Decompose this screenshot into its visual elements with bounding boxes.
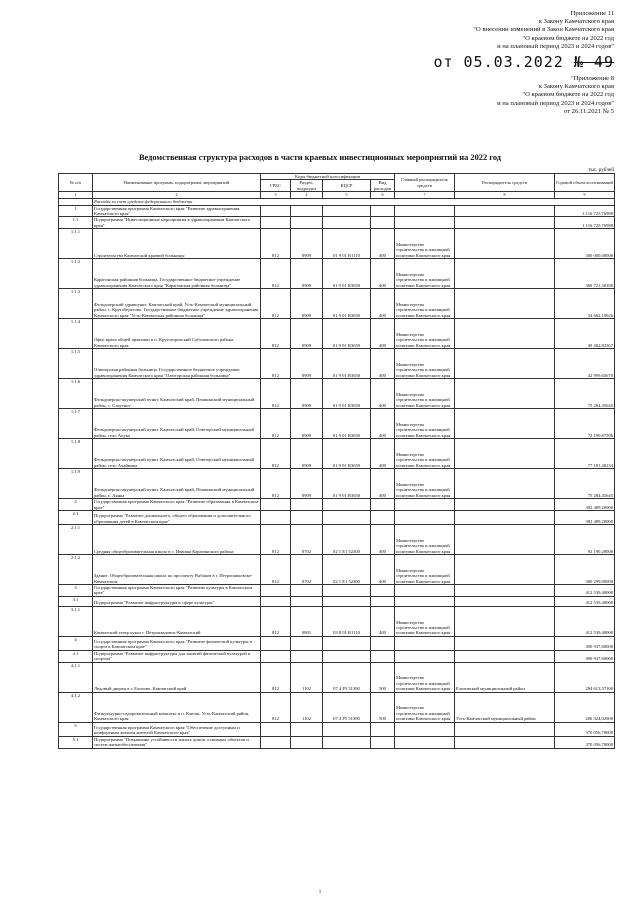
row-main-manager: Министерство строительства и жилищной политики Камчатского края (395, 409, 455, 439)
row-section: 0909 (291, 259, 323, 289)
row-recipient (455, 596, 555, 606)
row-amount: 412 539,40000 (555, 606, 615, 636)
row-grbs: 812 (261, 379, 291, 409)
row-section (291, 636, 323, 650)
row-number: 1.1.4 (59, 319, 93, 349)
row-main-manager (395, 205, 455, 217)
row-recipient: Усть-Камчатский муниципальный район (455, 692, 555, 722)
table-row (59, 555, 615, 585)
row-grbs: 812 (261, 349, 291, 379)
row-vr: 400 (371, 439, 395, 469)
row-number: 2.1 (59, 511, 93, 525)
row-main-manager: Министерство строительства и жилищной политики Камчатского края (395, 289, 455, 319)
row-name: Фельдшерско-акушерский пункт. Камчатский край, Олюторский муниципальный район, село Апука (93, 409, 261, 439)
row-vr: 400 (371, 525, 395, 555)
table-row (59, 722, 615, 736)
row-number: 4.1 (59, 650, 93, 662)
row-main-manager (395, 636, 455, 650)
row-main-manager: Министерство строительства и жилищной политики Камчатского края (395, 525, 455, 555)
row-main-manager: Министерство строительства и жилищной политики Камчатского края (395, 555, 455, 585)
table-row (59, 349, 615, 379)
row-name: Физкультурно-оздоровительный комплекс в п. Ключи, Усть-Камчатский район, Камчатского края (93, 692, 261, 722)
row-number: 1.1.8 (59, 439, 93, 469)
row-kcsr: 01 9 01 R3650 (323, 349, 371, 379)
col-header-amount: Годовой объем ассигнований (555, 174, 615, 192)
row-recipient (455, 409, 555, 439)
row-name: Камчатский театр кукол г. Петропавловск-Камчатский (93, 606, 261, 636)
row-grbs (261, 585, 291, 597)
row-recipient: Елизовский муниципальный район (455, 662, 555, 692)
row-number: 1 (59, 205, 93, 217)
row-number: 2.1.1 (59, 525, 93, 555)
row-section (291, 650, 323, 662)
row-kcsr (323, 499, 371, 511)
row-grbs (261, 217, 291, 229)
table-row (59, 319, 615, 349)
row-grbs: 812 (261, 289, 291, 319)
row-kcsr (323, 217, 371, 229)
row-recipient (455, 217, 555, 229)
row-recipient (455, 636, 555, 650)
column-number: 6 (371, 192, 395, 198)
row-vr: 500 (371, 692, 395, 722)
row-recipient (455, 439, 555, 469)
row-vr (371, 722, 395, 736)
column-number: 4 (291, 192, 323, 198)
row-vr: 400 (371, 606, 395, 636)
row-vr: 400 (371, 289, 395, 319)
row-vr (371, 636, 395, 650)
row-kcsr: 02 1 E1 52300 (323, 525, 371, 555)
row-amount: 1 116 725,76988 (555, 205, 615, 217)
row-section: 0909 (291, 379, 323, 409)
column-number: 7 (395, 192, 455, 198)
row-vr: 400 (371, 349, 395, 379)
row-amount: 1 116 725,76988 (555, 217, 615, 229)
table-row (59, 596, 615, 606)
row-main-manager: Министерство строительства и жилищной политики Камчатского края (395, 229, 455, 259)
column-number: 5 (323, 192, 371, 198)
row-section: 0909 (291, 349, 323, 379)
row-grbs: 812 (261, 319, 291, 349)
row-amount: 370 056,70000 (555, 722, 615, 736)
row-number: 5.1 (59, 736, 93, 748)
row-name: Ледовый дворец в г. Елизово, Камчатский край (93, 662, 261, 692)
row-number: 3.1.1 (59, 606, 93, 636)
handwritten-stamp (433, 53, 614, 71)
table-row (59, 229, 615, 259)
row-number: 2.1.2 (59, 555, 93, 585)
row-kcsr: 07 4 P5 51390 (323, 692, 371, 722)
table-row (59, 217, 615, 229)
row-recipient (455, 585, 555, 597)
row-grbs: 812 (261, 439, 291, 469)
col-header-grbs: ГРБС (261, 180, 291, 192)
row-main-manager (395, 736, 455, 748)
row-amount: 412 539,40000 (555, 585, 615, 597)
row-main-manager: Министерство строительства и жилищной политики Камчатского края (395, 379, 455, 409)
row-vr (371, 217, 395, 229)
row-main-manager (395, 217, 455, 229)
row-amount: 370 056,70000 (555, 736, 615, 748)
row-amount: 92 190,20000 (555, 525, 615, 555)
table-row (59, 205, 615, 217)
row-recipient (455, 525, 555, 555)
row-grbs (261, 205, 291, 217)
row-recipient (455, 349, 555, 379)
row-vr (371, 205, 395, 217)
row-number: 1.1.1 (59, 229, 93, 259)
table-row (59, 736, 615, 748)
row-vr (371, 736, 395, 748)
row-main-manager (395, 499, 455, 511)
table-row (59, 469, 615, 499)
col-header-vr: Вид расходов (371, 180, 395, 192)
row-kcsr: 01 9 01 R1110 (323, 229, 371, 259)
row-amount: 75 284,45645 (555, 469, 615, 499)
row-main-manager: Министерство строительства и жилищной политики Камчатского края (395, 662, 455, 692)
row-number: 1.1.6 (59, 379, 93, 409)
table-row (59, 650, 615, 662)
row-number: 1.1.2 (59, 259, 93, 289)
row-number: 3.1 (59, 596, 93, 606)
row-grbs: 812 (261, 229, 291, 259)
row-main-manager (395, 511, 455, 525)
table-row (59, 499, 615, 511)
stamp-date: от 05.03.2022 (433, 53, 564, 72)
row-vr: 400 (371, 379, 395, 409)
row-main-manager: Министерство строительства и жилищной политики Камчатского края (395, 692, 455, 722)
column-number: 8 (455, 192, 555, 198)
header-line: к Закону Камчатского края (538, 83, 614, 91)
table-row (59, 289, 615, 319)
col-header-kcsr: КЦСР (323, 180, 371, 192)
row-section (291, 499, 323, 511)
row-grbs (261, 511, 291, 525)
row-main-manager (395, 596, 455, 606)
column-number: 9 (555, 192, 615, 198)
col-header-main-manager: Главный распорядитель средств (395, 174, 455, 192)
row-main-manager: Министерство строительства и жилищной политики Камчатского края (395, 259, 455, 289)
row-recipient (455, 319, 555, 349)
header-line: и на плановый период 2023 и 2024 годов" (497, 99, 614, 107)
header-line: "О краевом бюджете на 2022 год (522, 91, 614, 99)
row-recipient (455, 289, 555, 319)
row-section: 0909 (291, 319, 323, 349)
header-line: Приложение 11 (570, 10, 614, 17)
row-number (59, 198, 93, 205)
row-kcsr: 01 9 01 R3650 (323, 259, 371, 289)
row-name: Государственная программа Камчатского края "Обеспечение доступным и комфортным жильем жителей Камчатского края" (93, 722, 261, 736)
row-number: 5 (59, 722, 93, 736)
row-vr: 400 (371, 229, 395, 259)
row-kcsr: 03 8 01 R1110 (323, 606, 371, 636)
row-amount: 34 662,10626 (555, 289, 615, 319)
table-row (59, 662, 615, 692)
row-recipient (455, 469, 555, 499)
row-number: 1.1.7 (59, 409, 93, 439)
row-kcsr: 01 9 01 R3650 (323, 289, 371, 319)
header-line: "О внесении изменений в Закон Камчатского края (473, 26, 614, 34)
row-recipient (455, 555, 555, 585)
table-row (59, 606, 615, 636)
row-main-manager: Министерство строительства и жилищной политики Камчатского края (395, 439, 455, 469)
row-vr (371, 596, 395, 606)
column-number: 2 (93, 192, 261, 198)
row-vr (371, 511, 395, 525)
row-kcsr (323, 722, 371, 736)
row-main-manager (395, 650, 455, 662)
row-section (291, 596, 323, 606)
row-kcsr: 01 9 01 R3650 (323, 439, 371, 469)
row-name: Государственная программа Камчатского края "Развитие культуры в Камчатском крае" (93, 585, 261, 597)
table-row (59, 198, 615, 205)
row-main-manager: Министерство строительства и жилищной политики Камчатского края (395, 606, 455, 636)
row-number: 4.1.1 (59, 662, 93, 692)
row-grbs: 812 (261, 525, 291, 555)
row-vr: 400 (371, 409, 395, 439)
row-amount: 75 284,45645 (555, 379, 615, 409)
row-kcsr: 07 4 P5 51390 (323, 662, 371, 692)
col-header-no: № п/п (59, 174, 93, 192)
row-amount: 300 000,00000 (555, 229, 615, 259)
table-row (59, 511, 615, 525)
row-number: 1.1.3 (59, 289, 93, 319)
row-vr (371, 650, 395, 662)
unit-label: тыс. рублей (588, 167, 614, 173)
row-name: Фельдшерско-акушерский пункт. Камчатский край, Олюторский муниципальный район, село Ачайваям (93, 439, 261, 469)
row-vr: 400 (371, 555, 395, 585)
header-line: и на плановый период 2023 и 2024 годов" (497, 42, 614, 50)
row-grbs: 812 (261, 555, 291, 585)
row-name: Олюторская районная больница. Государственное бюджетное учреждение здравоохранения Камчатского края "Олюторская районная больница" (93, 349, 261, 379)
row-amount: 392 489,20000 (555, 499, 615, 511)
row-section: 1102 (291, 692, 323, 722)
row-amount: 206 324,02900 (555, 692, 615, 722)
row-grbs (261, 499, 291, 511)
row-vr (371, 499, 395, 511)
row-name: Фельдшерский здравпункт. Камчатский край, Усть-Камчатский муниципальный район, с. Крутоберегово. Государственное бюджетное учреждение здравоохранения Камчатского края "Усть-Камчатская районная больница" (93, 289, 261, 319)
row-grbs (261, 736, 291, 748)
row-section: 0909 (291, 469, 323, 499)
table-row (59, 636, 615, 650)
row-amount: 392 489,20000 (555, 511, 615, 525)
row-section (291, 736, 323, 748)
row-recipient (455, 499, 555, 511)
row-number: 2 (59, 499, 93, 511)
row-section: 0909 (291, 409, 323, 439)
appendix-8-lines (433, 75, 614, 116)
row-amount: 77 181,40234 (555, 439, 615, 469)
row-grbs (261, 722, 291, 736)
row-name: Государственная программа Камчатского края "Развитие образования в Камчатском крае" (93, 499, 261, 511)
col-header-section: Раздел, подраздел (291, 180, 323, 192)
row-kcsr: 01 9 01 R3650 (323, 379, 371, 409)
row-main-manager: Министерство строительства и жилищной политики Камчатского края (395, 469, 455, 499)
row-name: Офис врача общей практики в п. Крутогоровский Соболевского района Камчатского края (93, 319, 261, 349)
row-number: 3 (59, 585, 93, 597)
appendix-11-lines (433, 10, 614, 51)
column-number: 1 (59, 192, 93, 198)
table-row (59, 409, 615, 439)
row-name: Подпрограмма "Развитие дошкольного, общего образования и дополнительного образования детей в Камчатском крае" (93, 511, 261, 525)
row-number: 4.1.2 (59, 692, 93, 722)
row-amount: 284 613,57100 (555, 662, 615, 692)
row-recipient (455, 650, 555, 662)
row-name: Здание. Общеобразовательная школа по проспекту Рыбаков в г. Петропавловске-Камчатском (93, 555, 261, 585)
row-grbs: 812 (261, 692, 291, 722)
row-number: 1.1 (59, 217, 93, 229)
column-number: 3 (261, 192, 291, 198)
row-main-manager: Министерство строительства и жилищной политики Камчатского края (395, 319, 455, 349)
header-line: от 26.11.2021 № 5 (563, 107, 614, 115)
row-vr: 400 (371, 469, 395, 499)
row-recipient (455, 736, 555, 748)
row-section: 0801 (291, 606, 323, 636)
row-kcsr (323, 596, 371, 606)
row-section: 0702 (291, 525, 323, 555)
row-grbs: 812 (261, 606, 291, 636)
row-section (291, 722, 323, 736)
row-kcsr: 01 9 01 R3650 (323, 409, 371, 439)
row-kcsr (323, 205, 371, 217)
row-name: Подпрограмма "Повышение устойчивости жилых домов, основных объектов и систем жизнеобеспечения" (93, 736, 261, 748)
row-name: Подпрограмма "Развитие инфраструктуры для занятий физической культурой и спортом" (93, 650, 261, 662)
row-number: 1.1.5 (59, 349, 93, 379)
row-kcsr: 02 1 E1 52300 (323, 555, 371, 585)
row-recipient (455, 205, 555, 217)
row-recipient (455, 259, 555, 289)
document-header (433, 10, 614, 116)
row-section: 1102 (291, 662, 323, 692)
row-kcsr (323, 636, 371, 650)
row-number: 4 (59, 636, 93, 650)
row-kcsr (323, 650, 371, 662)
row-section (291, 217, 323, 229)
table-row (59, 525, 615, 555)
row-kcsr (323, 585, 371, 597)
table-row (59, 692, 615, 722)
row-section: 0702 (291, 555, 323, 585)
row-kcsr (323, 736, 371, 748)
row-amount: 490 937,60000 (555, 650, 615, 662)
row-name: Государственная программа Камчатского края "Развитие физической культуры и спорта в Камчатском крае" (93, 636, 261, 650)
expenditure-table (58, 173, 615, 749)
row-main-manager (395, 585, 455, 597)
row-grbs: 812 (261, 469, 291, 499)
col-header-codes-group: Коды бюджетной классификации (261, 174, 395, 180)
row-name: Фельдшерско-акушерский пункт. Камчатский край, Пенжинский муниципальный район, с. Слаутное (93, 379, 261, 409)
row-recipient (455, 722, 555, 736)
row-recipient (455, 379, 555, 409)
header-line: к Закону Камчатского края (538, 18, 614, 26)
row-name: Фельдшерско-акушерский пункт. Камчатский край, Пенжинский муниципальный район, с. Аянка (93, 469, 261, 499)
row-vr: 500 (371, 662, 395, 692)
row-amount: 412 539,40000 (555, 596, 615, 606)
header-line: "Приложение 8 (570, 75, 614, 83)
row-kcsr (323, 511, 371, 525)
row-recipient (455, 229, 555, 259)
row-section: 0909 (291, 439, 323, 469)
row-grbs: 812 (261, 409, 291, 439)
row-main-manager (395, 722, 455, 736)
page-number: 1 (318, 890, 322, 895)
row-section (291, 585, 323, 597)
row-number: 1.1.9 (59, 469, 93, 499)
row-amount: 490 937,60000 (555, 636, 615, 650)
row-amount: 72 190,87596 (555, 409, 615, 439)
row-name: Карагинская районная больница. Государственное бюджетное учреждение здравоохранения Камчатского края "Карагинская районная больница" (93, 259, 261, 289)
section-label: Расходы за счет средств федерального бюджета (93, 198, 615, 205)
row-section: 0909 (291, 229, 323, 259)
row-kcsr: 01 9 01 R3650 (323, 469, 371, 499)
row-vr: 400 (371, 319, 395, 349)
row-section (291, 511, 323, 525)
row-section (291, 205, 323, 217)
row-grbs (261, 596, 291, 606)
table-row (59, 439, 615, 469)
row-main-manager: Министерство строительства и жилищной политики Камчатского края (395, 349, 455, 379)
row-section: 0909 (291, 289, 323, 319)
header-line: "О краевом бюджете на 2022 год (522, 34, 614, 42)
row-vr: 400 (371, 259, 395, 289)
row-amount: 42 999,65670 (555, 349, 615, 379)
row-name: Средняя общеобразовательная школа в с. Ивашка Карагинского района (93, 525, 261, 555)
stamp-number-struck: № 49 (573, 53, 614, 72)
row-amount: 49 402,82367 (555, 319, 615, 349)
table-row (59, 259, 615, 289)
page-title: Ведомственная структура расходов в части краевых инвестиционных мероприятий на 2022 год (138, 153, 502, 162)
col-header-recipient: Распорядитель средств (455, 174, 555, 192)
row-name: Подпрограмма "Инвестиционные мероприятия в здравоохранении Камчатского края" (93, 217, 261, 229)
table-body (59, 192, 615, 748)
col-header-name: Наименование программ, подпрограмм, мероприятий (93, 174, 261, 192)
row-name: Государственная программа Камчатского края "Развитие здравоохранения Камчатского края" (93, 205, 261, 217)
row-recipient (455, 511, 555, 525)
row-grbs (261, 636, 291, 650)
row-name: Подпрограмма "Развитие инфраструктуры в сфере культуры" (93, 596, 261, 606)
row-name: Строительство Камчатской краевой больницы (93, 229, 261, 259)
row-amount: 300 299,00000 (555, 555, 615, 585)
table-row (59, 585, 615, 597)
row-recipient (455, 606, 555, 636)
table-row (59, 379, 615, 409)
row-amount: 369 721,30180 (555, 259, 615, 289)
row-grbs: 812 (261, 662, 291, 692)
row-vr (371, 585, 395, 597)
row-grbs: 812 (261, 259, 291, 289)
row-grbs (261, 650, 291, 662)
row-kcsr: 01 9 01 R3650 (323, 319, 371, 349)
